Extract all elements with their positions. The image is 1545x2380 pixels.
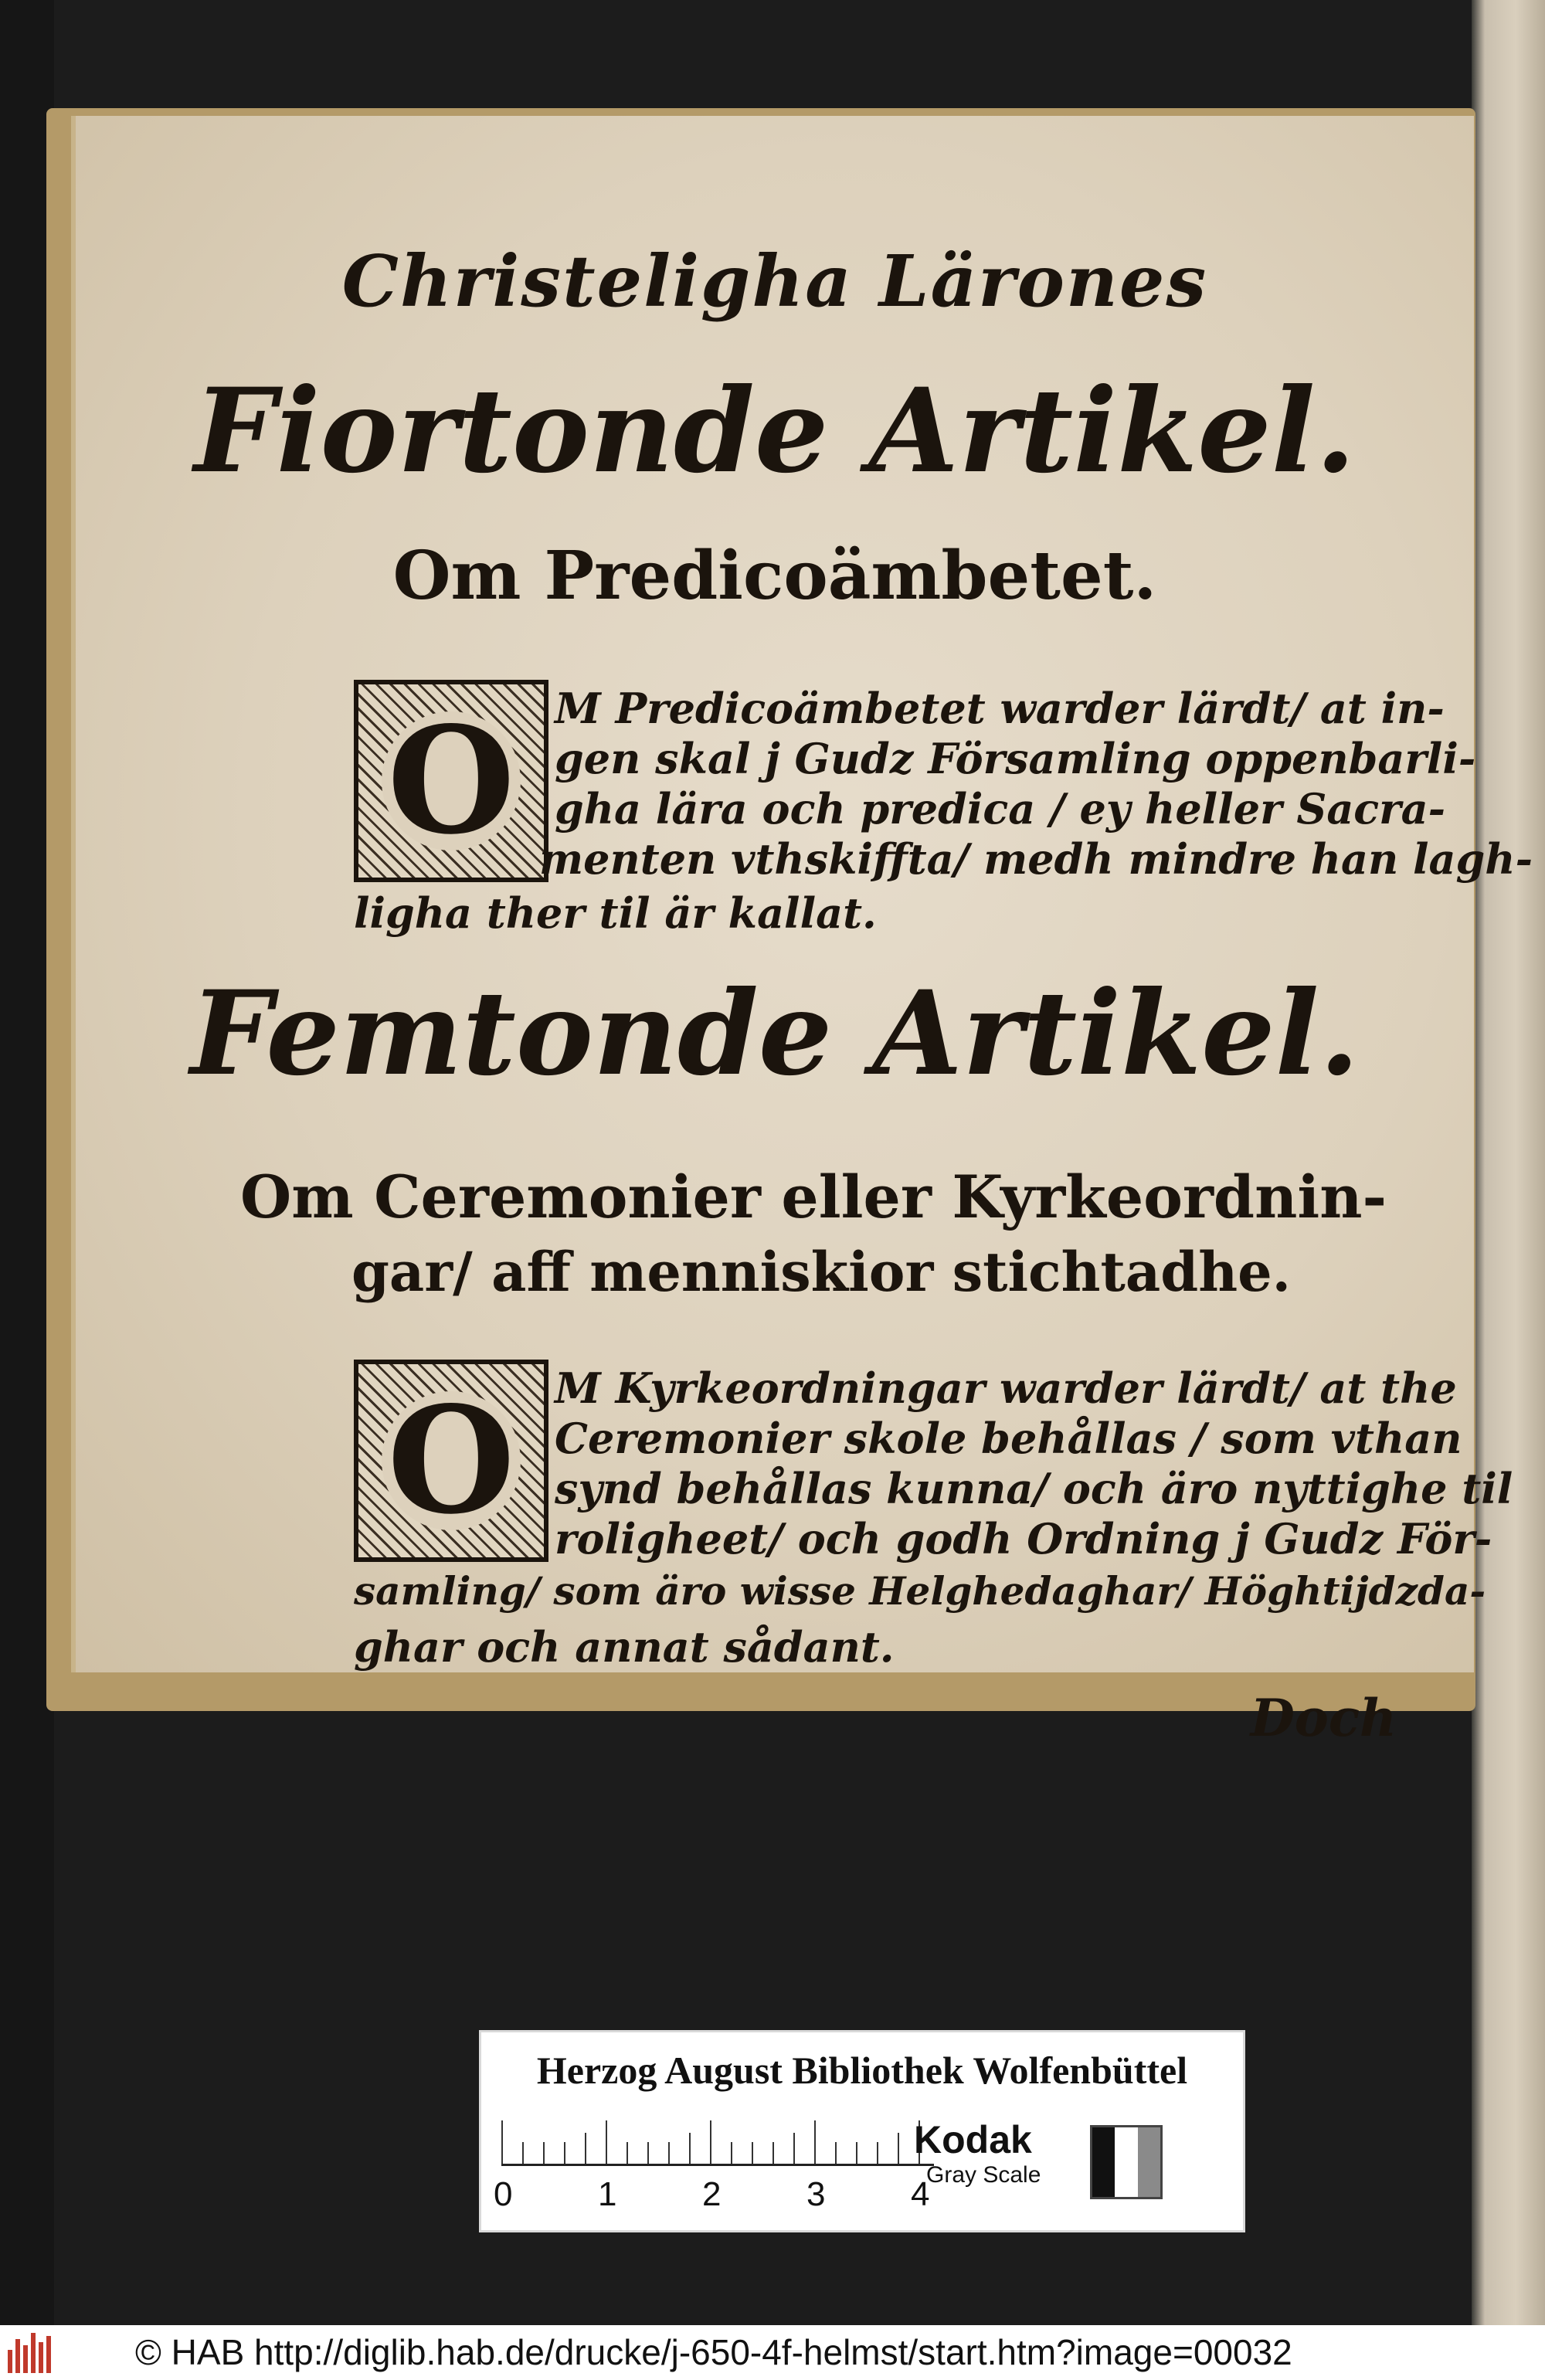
footer-bar: [0, 2325, 1545, 2380]
gray-scale-label: Gray Scale: [926, 2162, 1041, 2188]
ruler-number: 2: [702, 2175, 722, 2213]
ruler: [501, 2117, 934, 2166]
article-15-heading: Femtonde Artikel.: [190, 966, 1360, 1102]
colour-target-card: [479, 2030, 1245, 2232]
ruler-tick: [793, 2133, 795, 2164]
facing-page-edge: [1472, 0, 1545, 2325]
text-line: samling/ som äro wisse Helghedaghar/ Höghtijdzda-: [354, 1568, 1486, 1614]
ruler-number: 1: [598, 2175, 617, 2213]
text-line: M Kyrkeordningar warder lärdt/ at the: [555, 1363, 1457, 1413]
ruler-tick: [772, 2142, 774, 2164]
ruler-tick: [543, 2142, 545, 2164]
text-line: ligha ther til är kallat.: [354, 888, 877, 938]
text-line: gen skal j Gudz Församling oppenbarli-: [555, 734, 1476, 783]
article-14-subheading: Om Predicoämbetet.: [392, 537, 1157, 615]
article-15-subheading-cont: gar/ aff menniskior stichtadhe.: [351, 1240, 1291, 1304]
ruler-number: 3: [806, 2175, 826, 2213]
ruler-tick: [710, 2120, 711, 2164]
ruler-tick: [668, 2142, 670, 2164]
text-line: Ceremonier skole behållas / som vthan: [555, 1414, 1462, 1463]
ruler-tick: [877, 2142, 878, 2164]
text-line: synd behållas kunna/ och äro nyttighe til: [555, 1464, 1513, 1513]
ruler-tick: [814, 2120, 816, 2164]
ruler-tick: [501, 2120, 503, 2164]
ruler-number: 4: [911, 2175, 930, 2213]
ruler-tick: [626, 2142, 628, 2164]
text-line: gha lära och predica / ey heller Sacra-: [555, 784, 1446, 834]
decorated-initial: [354, 1360, 548, 1562]
ruler-tick: [752, 2142, 753, 2164]
ruler-tick: [731, 2142, 732, 2164]
catchword: Doch: [1250, 1688, 1397, 1748]
initial-letter: O: [382, 1391, 521, 1530]
ruler-tick: [835, 2142, 837, 2164]
ruler-tick: [585, 2133, 586, 2164]
swatch: [1092, 2127, 1115, 2197]
kodak-brand: Kodak: [914, 2118, 1032, 2161]
ruler-tick: [647, 2142, 649, 2164]
swatch: [1115, 2127, 1137, 2197]
swatch: [1138, 2127, 1160, 2197]
text-line: ghar och annat sådant.: [354, 1622, 895, 1672]
hab-logo-icon: [8, 2333, 62, 2373]
ruler-number: 0: [494, 2175, 513, 2213]
target-title: Herzog August Bibliothek Wolfenbüttel: [536, 2049, 1188, 2092]
ruler-tick: [689, 2133, 691, 2164]
article-15-subheading: Om Ceremonier eller Kyrkeordnin-: [239, 1163, 1387, 1231]
text-line: M Predicoämbetet warder lärdt/ at in-: [555, 684, 1445, 733]
decorated-initial: [354, 680, 548, 882]
footer-url[interactable]: © HAB http://diglib.hab.de/drucke/j-650-4f-helmst/start.htm?image=00032: [135, 2332, 1292, 2372]
ruler-tick: [606, 2120, 607, 2164]
ruler-tick: [564, 2142, 565, 2164]
running-head: Christeligha Lärones: [341, 239, 1208, 323]
gray-swatches: [1090, 2125, 1163, 2199]
initial-letter: O: [382, 711, 521, 850]
book-page: [71, 116, 1533, 1748]
article-14-heading: Fiortonde Artikel.: [194, 363, 1356, 499]
ruler-tick: [522, 2142, 524, 2164]
text-line: roligheet/ och godh Ordning j Gudz För-: [555, 1514, 1492, 1563]
text-line: menten vthskiffta/ medh mindre han lagh-: [539, 834, 1533, 884]
ruler-tick: [898, 2133, 899, 2164]
ruler-tick: [856, 2142, 857, 2164]
